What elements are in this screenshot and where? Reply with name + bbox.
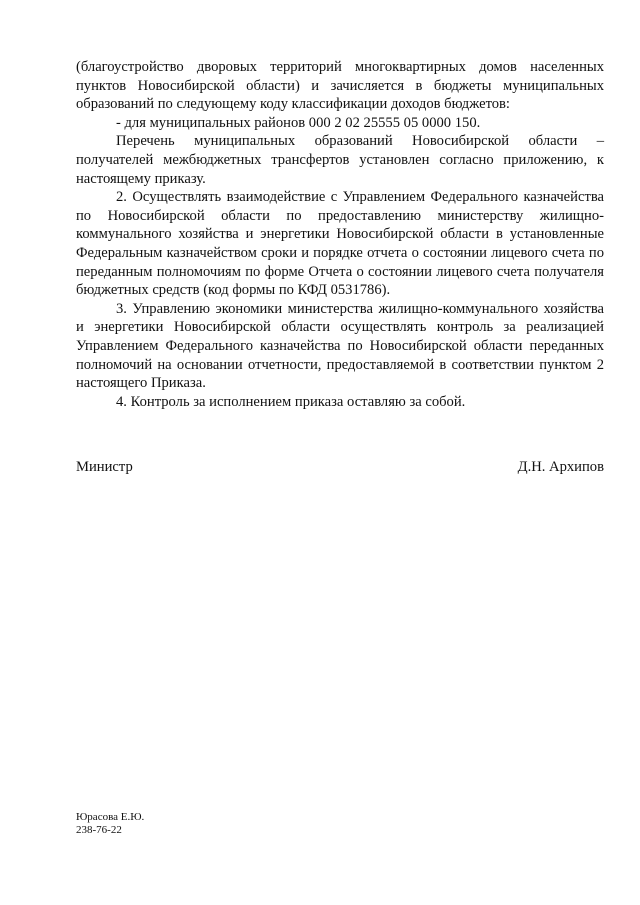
paragraph-item-2: 2. Осуществлять взаимодействие с Управлением Федерального казначейства по Новосибирской области по предоставлению министерству жилищно-коммунального хозяйства и энергетики Новосибирской области в установленные Федеральным казначейством сроки и порядке отчета о состоянии лицевого счета по переданным полномочиям по форме Отчета о состоянии лицевого счета получателя бюджетных средств (код формы по КФД 0531786). [76, 189, 604, 299]
executor-footer [76, 811, 144, 837]
executor-phone: 238-76-22 [76, 824, 122, 836]
document-body [76, 58, 604, 411]
paragraph-item-4: 4. Контроль за исполнением приказа оставляю за собой. [116, 393, 466, 410]
paragraph-recipients-list: Перечень муниципальных образований Новосибирской области – получателей межбюджетных трансфертов установлен согласно приложению, к настоящему приказу. [76, 133, 604, 187]
executor-name: Юрасова Е.Ю. [76, 811, 145, 823]
signatory-name: Д.Н. Архипов [517, 459, 604, 475]
signature-block [76, 458, 604, 476]
paragraph-intro: (благоустройство дворовых территорий многоквартирных домов населенных пунктов Новосибирской области) и зачисляется в бюджеты муниципальных образований по следующему коду классификации доходов бюджетов: [76, 59, 604, 113]
paragraph-budget-code: - для муниципальных районов 000 2 02 25555 05 0000 150. [116, 114, 481, 131]
signatory-position: Министр [76, 459, 133, 475]
paragraph-item-3: 3. Управлению экономики министерства жилищно-коммунального хозяйства и энергетики Новосибирской области осуществлять контроль за реализацией Управлением Федерального казначейства по Новосибирской области переданных полномочий на основании отчетности, предоставляемой в соответствии пунктом 2 настоящего Приказа. [76, 300, 604, 392]
